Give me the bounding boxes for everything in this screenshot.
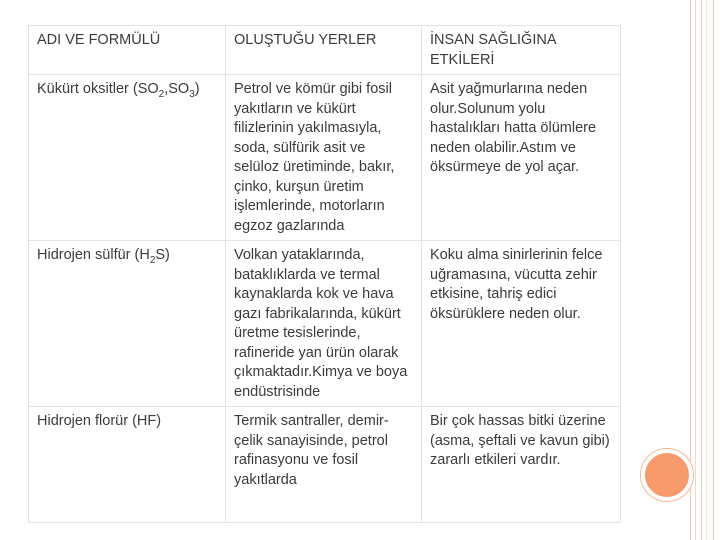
frame-line [695,0,696,540]
header-sources: OLUŞTUĞU YERLER [226,26,422,75]
name-text: ) [194,81,200,97]
cell-name [29,241,226,407]
table-row [29,241,621,407]
frame-line [713,0,714,540]
name-text: Kükürt oksitler (SO [37,81,159,97]
frame-line [701,0,702,540]
cell-sources: Termik santraller, demir-çelik sanayisinde, petrol rafinasyonu ve fosil yakıtlarda [226,407,422,523]
cell-name: Hidrojen florür (HF) [29,407,226,523]
frame-line [706,0,707,540]
subscript: 3 [189,88,195,100]
cell-name [29,75,226,241]
table-row [29,75,621,241]
cell-effects: Koku alma sinirlerinin felce uğramasına, vücutta zehir etkisine, tahriş edici öksürüklere neden olur. [422,241,621,407]
name-text: ,SO [164,81,190,97]
subscript: 2 [158,88,165,100]
header-health-effects: İNSAN SAĞLIĞINA ETKİLERİ [422,26,621,75]
cell-effects: Bir çok hassas bitki üzerine (asma, şeftali ve kavun gibi) zararlı etkileri vardır. [422,407,621,523]
decorative-circle [641,449,693,501]
table-row [29,407,621,523]
pollutant-table [28,25,621,523]
frame-line [690,0,691,540]
table-header-row [29,26,621,75]
header-name-formula: ADI VE FORMÜLÜ [29,26,226,75]
cell-effects: Asit yağmurlarına neden olur.Solunum yolu hastalıkları hatta ölümlere neden olabilir.Astım ve öksürmeye de yol açar. [422,75,621,241]
name-text: S) [155,247,170,263]
cell-sources: Volkan yataklarında, bataklıklarda ve termal kaynaklarda kok ve hava gazı fabrikalarında, kükürt üretme tesislerinde, rafineride yan ürün olarak çıkmaktadır.Kimya ve boya endüstrisinde [226,241,422,407]
cell-sources: Petrol ve kömür gibi fosil yakıtların ve kükürt filizlerinin yakılmasıyla, soda, sülfürik asit ve selüloz üretiminde, bakır, çinko, kurşun üretim işlemlerinde, motorların egzoz gazlarında [226,75,422,241]
name-text: Hidrojen sülfür (H [37,247,150,263]
subscript: 2 [149,254,156,266]
